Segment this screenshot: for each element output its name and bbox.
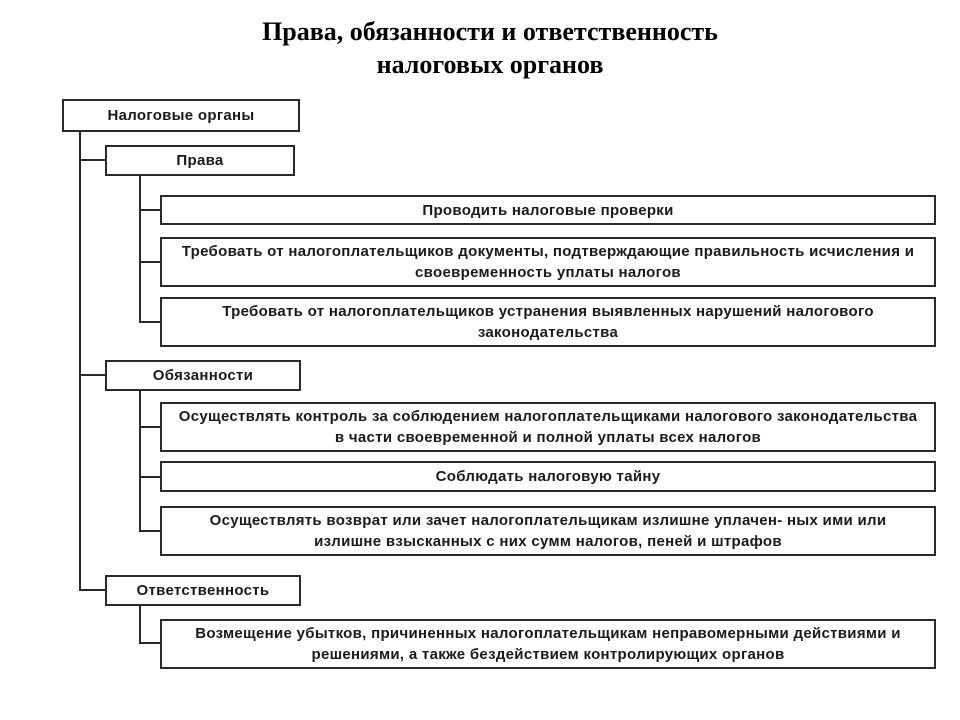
diagram-node-duties-item-1: [160, 402, 936, 452]
connector-line: [139, 426, 161, 428]
connector-line: [79, 589, 106, 591]
connector-line: [139, 606, 141, 644]
title-line-2: налоговых органов: [376, 49, 604, 79]
node-label: Обязанности: [152, 367, 254, 384]
connector-line: [139, 642, 161, 644]
diagram-node-duties-item-2: [160, 461, 936, 492]
node-label: Налоговые органы: [107, 107, 255, 124]
node-label: Осуществлять возврат или зачет налогоплательщикам излишне уплачен- ных ими или излишне взысканных с них сумм налогов, пеней и штрафов: [209, 512, 887, 550]
connector-line: [139, 476, 161, 478]
connector-line: [79, 159, 106, 161]
connector-line: [139, 209, 161, 211]
node-label: Осуществлять контроль за соблюдением налогоплательщиками налогового законодательства в части своевременной и полной уплаты всех налогов: [178, 408, 918, 446]
node-label: Соблюдать налоговую тайну: [435, 468, 661, 485]
connector-line: [79, 374, 106, 376]
diagram-node-rights-item-3: [160, 297, 936, 347]
connector-line: [139, 391, 141, 532]
connector-line: [139, 176, 141, 323]
diagram-node-rights-item-2: [160, 237, 936, 287]
node-label: Проводить налоговые проверки: [422, 201, 674, 219]
node-label: Права: [176, 152, 224, 169]
connector-line: [139, 321, 161, 323]
page-title: [60, 16, 920, 81]
diagram-node-rights-item-1: [160, 195, 936, 225]
diagram-node-rights: [105, 145, 295, 176]
diagram-node-root: [62, 99, 300, 132]
node-label: Ответственность: [136, 582, 270, 599]
diagram-node-duties: [105, 360, 301, 391]
diagram-node-duties-item-3: [160, 506, 936, 556]
diagram-node-responsibility: [105, 575, 301, 606]
diagram-node-responsibility-item-1: [160, 619, 936, 669]
title-line-1: Права, обязанности и ответственность: [262, 17, 718, 46]
connector-line: [139, 261, 161, 263]
node-label: Требовать от налогоплательщиков документы, подтверждающие правильность исчисления и своевременность уплаты налогов: [181, 243, 915, 281]
connector-line: [79, 132, 81, 591]
node-label: Возмещение убытков, причиненных налогоплательщикам неправомерными действиями и решениями, а также бездействием контролирующих органов: [195, 625, 901, 663]
node-label: Требовать от налогоплательщиков устранения выявленных нарушений налогового законодательства: [222, 303, 874, 341]
connector-line: [139, 530, 161, 532]
